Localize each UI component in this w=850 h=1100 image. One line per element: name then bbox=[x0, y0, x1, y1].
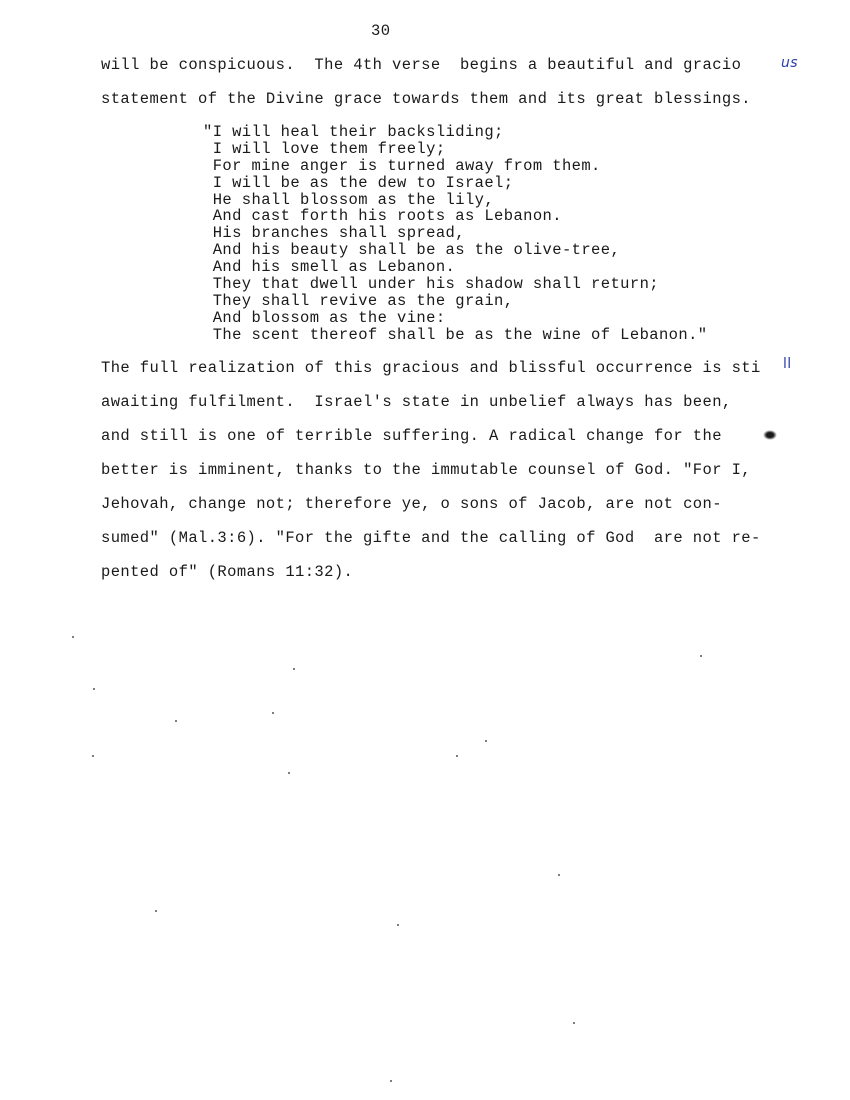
scan-speck bbox=[293, 668, 295, 670]
scan-speck bbox=[390, 1080, 392, 1082]
poem-line: And his beauty shall be as the olive-tree, bbox=[203, 241, 621, 260]
paragraph-intro bbox=[101, 55, 806, 123]
text-line: awaiting fulfilment. Israel's state in unbelief always has been, bbox=[101, 393, 732, 411]
poem-line: And cast forth his roots as Lebanon. bbox=[203, 207, 562, 226]
text-line: will be conspicuous. The 4th verse begins a beautiful and gracio bbox=[101, 56, 742, 74]
page-number: 30 bbox=[371, 22, 391, 40]
text-line: better is imminent, thanks to the immutable counsel of God. "For I, bbox=[101, 461, 752, 479]
scan-speck bbox=[272, 712, 274, 714]
scan-speck bbox=[175, 720, 177, 722]
paragraph-fulfilment bbox=[101, 358, 806, 596]
poem-line: His branches shall spread, bbox=[203, 224, 465, 243]
scan-speck bbox=[558, 874, 560, 876]
text-line: The full realization of this gracious and blissful occurrence is sti bbox=[101, 359, 761, 377]
scan-speck bbox=[93, 688, 95, 690]
scan-speck bbox=[397, 924, 399, 926]
poem-line: I will love them freely; bbox=[203, 139, 446, 158]
scan-speck bbox=[92, 755, 94, 757]
strikeout-mark bbox=[763, 430, 777, 440]
text-line: statement of the Divine grace towards them and its great blessings. bbox=[101, 90, 752, 108]
scan-speck bbox=[72, 636, 74, 638]
scan-speck bbox=[700, 655, 702, 657]
scan-speck bbox=[456, 755, 458, 757]
poem-line: I will be as the dew to Israel; bbox=[203, 173, 514, 192]
poem-line: They that dwell under his shadow shall return; bbox=[203, 275, 659, 294]
poem-line: They shall revive as the grain, bbox=[203, 291, 514, 310]
text-line: and still is one of terrible suffering. A radical change for the bbox=[101, 427, 722, 445]
scan-speck bbox=[573, 1022, 575, 1024]
poem-line: And blossom as the vine: bbox=[203, 308, 446, 327]
handwritten-correction: us bbox=[781, 55, 798, 71]
handwritten-correction: ll bbox=[783, 356, 792, 372]
scan-speck bbox=[155, 910, 157, 912]
scan-speck bbox=[288, 772, 290, 774]
poem-line: And his smell as Lebanon. bbox=[203, 258, 456, 277]
poem-line: "I will heal their backsliding; bbox=[203, 123, 504, 141]
poem-line: The scent thereof shall be as the wine of Lebanon." bbox=[203, 325, 708, 344]
poem-line: He shall blossom as the lily, bbox=[203, 190, 495, 209]
poem-line: For mine anger is turned away from them. bbox=[203, 156, 601, 175]
text-line: Jehovah, change not; therefore ye, o sons of Jacob, are not con- bbox=[101, 495, 722, 513]
quoted-poem bbox=[203, 124, 723, 344]
text-line: pented of" (Romans 11:32). bbox=[101, 563, 354, 581]
text-line: sumed" (Mal.3:6). "For the gifte and the calling of God are not re- bbox=[101, 529, 761, 547]
scan-speck bbox=[485, 740, 487, 742]
